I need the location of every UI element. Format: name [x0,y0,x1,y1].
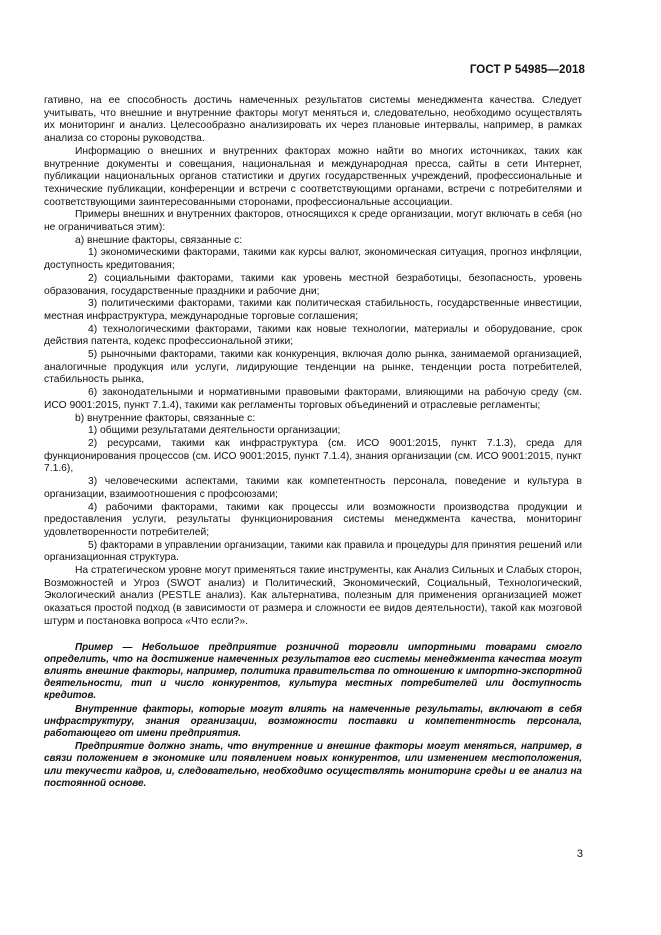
document-body [44,95,582,790]
paragraph: Информацию о внешних и внутренних факторах можно найти во многих источниках, таких как внутренние документы и совещания, национальная и международная пресса, сайты в сети Интернет, публикации национальных органов статистики и других государственных учреждений, профессиональные и технические публикации, конференции и встречи с соответствующими органами, встречи с потребителями и соответствующими заинтересованными сторонами, профессиональные ассоциации. [44,145,582,208]
list-item: 2) социальными факторами, такими как уровень местной безработицы, безопасность, уровень образования, государственные праздники и рабочие дни; [44,272,582,297]
list-item: 4) рабочими факторами, такими как процессы или возможности производства продукции и предоставления услуги, результаты функционирования системы менеджмента качества, мониторинг удовлетворенности потребителей; [44,501,582,538]
list-item: 5) рыночными факторами, такими как конкуренция, включая долю рынка, занимаемой организацией, аналогичные продукция или услуги, лидирующие тенденции на рынке, тенденции роста потребителей, стабильность рынка, [44,349,582,386]
list-item: 3) политическими факторами, такими как политическая стабильность, государственные инвестиции, местная инфраструктура, международные торговые соглашения; [44,298,582,322]
list-heading-internal: b) внутренние факторы, связанные с: [75,412,256,424]
example-paragraph: Внутренние факторы, которые могут влиять на намеченные результаты, включают в себя инфраструктуру, знания организации, возможности поставки и компетентность персонала, работающего от имени предприятия. [44,703,582,739]
example-paragraph: Предприятие должно знать, что внутренние и внешние факторы могут меняться, например, в связи положением в экономике или появлением новых конкурентов, или изменением местоположения, или текучести кадров, и, следовательно, необходимо осуществлять мониторинг среды и ее анализ на постоянной основе. [44,741,582,789]
list-item: 3) человеческими аспектами, такими как компетентность персонала, поведение и культура в организации, взаимоотношения с профсоюзами; [44,476,582,500]
example-paragraph: Пример — Небольшое предприятие розничной торговли импортными товарами смогло определить, что на достижение намеченных результатов его системы менеджмента качества могут влиять внешние факторы, например, политика правительства по отношению к импортно-экспортной деятельности, тип и число конкурентов, культура местных потребителей или доступность кредитов. [44,641,582,702]
list-heading-external: а) внешние факторы, связанные с: [75,234,243,246]
list-item: 2) ресурсами, такими как инфраструктура (см. ИСО 9001:2015, пункт 7.1.3), среда для функционирования процессов (см. ИСО 9001:2015, пункт 7.1.4), знания организации (см. ИСО 9001:2015, пункт 7.1.6), [44,437,582,475]
paragraph: Примеры внешних и внутренних факторов, относящихся к среде организации, могут включать в себя (но не ограничиваться этим): [44,209,582,234]
list-item: 5) факторами в управлении организации, такими как правила и процедуры для принятия решений или организационная структура. [44,539,582,564]
list-item: 4) технологическими факторами, такими как новые технологии, материалы и оборудование, срок действия патента, кодекс профессиональной этики; [44,323,582,348]
list-item: 6) законодательными и нормативными правовыми факторами, влияющими на рабочую среду (см. ИСО 9001:2015, пункт 7.1.4), такими как регламенты торговых объединений и отраслевые регламенты; [44,387,582,411]
paragraph: На стратегическом уровне могут применяться такие инструменты, как Анализ Сильных и Слабых сторон, Возможностей и Угроз (SWOT анализ) и Политический, Экономический, Социальный, Технологический, Экологический анализ (PESTLE анализ). Как альтернатива, полезным для применения организацией может оказаться простой подход (в зависимости от размера и сложности ее видов деятельности), такой как мозговой штурм и постановка вопроса «Что если?». [44,565,582,627]
standard-id-header: ГОСТ Р 54985—2018 [469,64,585,76]
list-item: 1) общими результатами деятельности организации; [88,425,341,437]
list-item: 1) экономическими факторами, такими как курсы валют, экономическая ситуация, прогноз инфляции, доступность кредитования; [44,247,582,272]
page-number: 3 [576,848,583,860]
paragraph: гативно, на ее способность достичь намеченных результатов системы менеджмента качества. Следует учитывать, что внешние и внутренние факторы могут меняться и, следовательно, необходимо осуществлять их мониторинг и анализ. Целесообразно анализировать их через плановые интервалы, например, в рамках анализа со стороны руководства. [44,95,582,145]
